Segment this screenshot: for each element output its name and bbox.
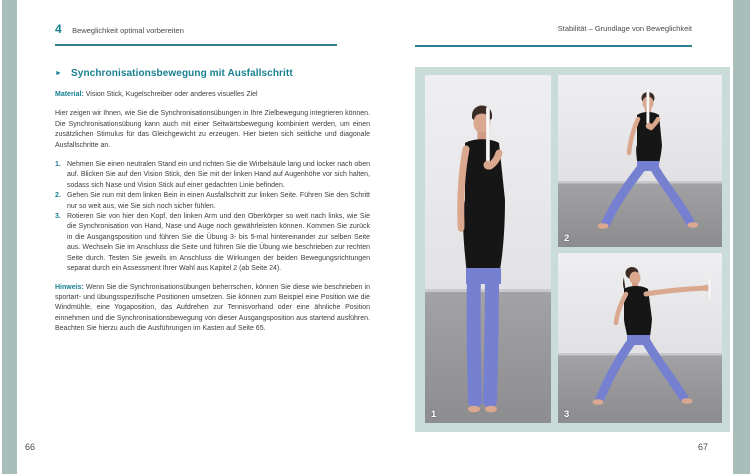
right-header-title: Stabilität – Grundlage von Beweglichkeit: [557, 24, 692, 33]
note-text: Wenn Sie die Synchronisationsübungen beherrschen, können Sie diese wie beschrieben in sportart- und übungsspezifische Positionen umsetzen. Sie können zum Beispiel eine Position wie die Windmühle, eine Yogaposition, das Aufdrehen zur Tennisvorhand oder eine ähnliche Position einnehmen und die Synchronisationsbewegung von dieser Ausgangsposition aus startend ausführen. Beachten Sie hierzu auch die Ausführungen im Kasten auf Seite 65.: [55, 283, 371, 333]
left-running-head: [55, 20, 370, 46]
step-item-2: [55, 191, 370, 212]
exercise-photo-neutral-stand: [425, 75, 551, 423]
note-label: Hinweis:: [55, 283, 84, 291]
exercise-photo-lunge-rotation: [558, 253, 722, 423]
exercise-steps-list: [55, 160, 370, 274]
left-page: [55, 20, 370, 335]
triangle-bullet-icon: ►: [55, 69, 63, 77]
step-text: Nehmen Sie einen neutralen Stand ein und richten Sie die Wirbelsäule lang und locker nach oben auf. Blicken Sie auf den Vision Stick, den Sie mit der linken Hand auf Augenhöhe vor sich halten, sodass sich Nase und Vision Stick auf einer gedachten Linie befinden.: [67, 161, 370, 189]
material-text: Vision Stick, Kugelschreiber oder anderes visuelles Ziel: [85, 91, 258, 98]
material-line: [55, 90, 370, 100]
chapter-title: Beweglichkeit optimal vorbereiten: [72, 26, 184, 35]
exercise-photo-side-lunge: [558, 75, 722, 247]
photo-number-badge: 1: [431, 409, 437, 420]
photo-number-badge: 3: [564, 409, 570, 420]
step-number: 1.: [55, 161, 61, 169]
material-label: Material:: [55, 91, 84, 98]
photo-illustration: [558, 75, 722, 247]
note-paragraph: [55, 283, 370, 335]
photo-illustration: [425, 75, 551, 423]
section-heading-text: Synchronisationsbewegung mit Ausfallschritt: [71, 68, 293, 79]
left-page-number: 66: [25, 442, 36, 452]
left-header-rule: [55, 44, 337, 46]
step-number: 3.: [55, 213, 61, 221]
intro-paragraph: Hier zeigen wir Ihnen, wie Sie die Synchronisationsübungen in Ihre Zielbewegung integrieren können. Die Synchronisationsübung kann auch mit einer Seitwärtsbewegung kombiniert werden, um einen zusätzlichen Stimulus für das Gleichgewicht zu erzeugen. Hier bieten sich seitliche und diagonale Ausfallschritte an.: [55, 110, 370, 149]
photo-number-badge: 2: [564, 233, 570, 244]
right-running-head: [415, 24, 692, 33]
photo-panel: [415, 67, 730, 432]
step-text: Rotieren Sie von hier den Kopf, den linken Arm und den Oberkörper so weit nach links, wie Sie die Synchronisation von Hand, Nase und Auge noch gewährleisten können. Kommen Sie zurück in die Ausgangsposition und führen Sie die Übung 3- bis 5-mal hintereinander zur selben Seite aus. Wechseln Sie im Anschluss die Seite und führen Sie die Übung wie beschrieben zur rechten Seite durch. Testen Sie jeweils im Anschluss die Wirkungen der beiden Bewegungsrichtungen separat durch ein Assessment Ihrer Wahl aus Kapitel 2 (ab Seite 24).: [67, 213, 370, 273]
chapter-number: 4: [55, 22, 62, 36]
step-item-1: [55, 160, 370, 191]
left-edge-bar: [2, 0, 17, 474]
step-item-3: [55, 212, 370, 274]
step-number: 2.: [55, 192, 61, 200]
step-text: Gehen Sie nun mit dem linken Bein in einen Ausfallschritt zur linken Seite. Führen Sie den Schritt nur so weit aus, wie Sie sich noch sicher fühlen.: [67, 192, 370, 210]
right-page-number: 67: [697, 442, 708, 452]
photo-illustration: [558, 253, 722, 423]
right-edge-bar: [733, 0, 750, 474]
right-header-rule: [415, 45, 692, 47]
section-heading: [55, 68, 370, 79]
